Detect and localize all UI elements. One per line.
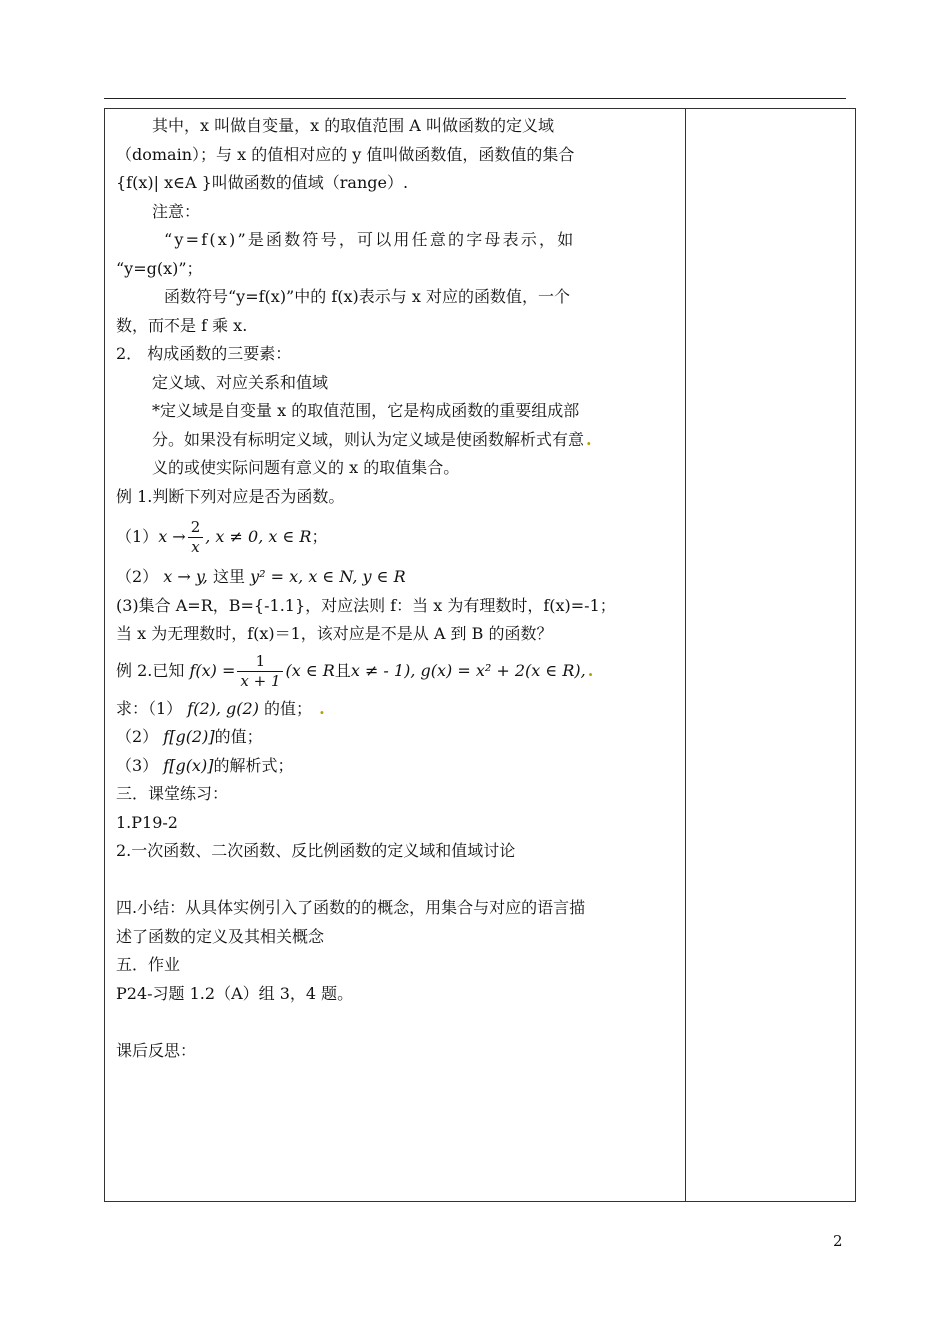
math-expression: x → [158,526,186,546]
summary-line: 四.小结：从具体实例引入了函数的的概念，用集合与对应的语言描 [116,898,586,917]
text-line: *定义域是自变量 x 的取值范围，它是构成函数的重要组成部 [152,401,580,420]
math-expression: f(2), g(2) [187,698,259,718]
example1-part3: (3)集合 A=R，B={-1.1}，对应法则 f：当 x 为有理数时，f(x)=-1； [116,595,616,615]
section-heading: 五．作业 [116,955,181,974]
text-line: 1.P19-2 [116,812,178,832]
text-line: 当 x 为无理数时，f(x)＝1，该对应是不是从 A 到 B 的函数？ [116,624,553,643]
page-number: 2 [833,1232,843,1250]
math-expression: f[g(2)] [163,727,215,746]
section-heading: 三．课堂练习： [116,784,229,803]
math-expression: (x ∈ R [285,661,335,681]
text-line: 分。如果没有标明定义域，则认为定义域是使函数解析式有意 . [152,429,592,449]
text-line: 定义域、对应关系和值域 [152,372,329,392]
text-line: 数，而不是 f 乘 x. [116,315,248,335]
math-expression: x ≠ - 1), g(x) = x² + 2(x ∈ R), [350,661,586,681]
text-line: 其中，x 叫做自变量，x 的取值范围 A 叫做函数的定义域 [152,116,554,135]
math-expression: y² = x, x ∈ N, y ∈ R [250,567,406,586]
text-line: “y=f(x)”是函数符号，可以用任意的字母表示，如 [164,230,576,249]
example2-definition: 例 2.已知 f(x) = $\frac{1}{x + 1}$ (x ∈ R 且 x ≠ - 1), g(x) = x² + 2(x ∈ R), . [116,652,594,690]
note-heading: 注意： [152,201,201,221]
homework-line: P24-习题 1.2（A）组 3，4 题。 [116,983,354,1003]
header-rule [104,98,846,99]
fraction: $\frac{1}{x + 1}$ [237,652,283,691]
math-expression: , x ≠ 0, x ∈ R [205,526,312,546]
text-line: “y=g(x)”； [116,258,203,278]
example2-question2: （2） f[g(2)]的值； [116,727,263,746]
lesson-content [116,112,676,1065]
mark-dot: . [587,661,594,681]
text-line: （domain）；与 x 的值相对应的 y 值叫做函数值，函数值的集合 [116,144,575,164]
text-line: 2.一次函数、二次函数、反比例函数的定义域和值域讨论 [116,841,516,860]
text-line: 义的或使实际问题有意义的 x 的取值集合。 [152,458,460,477]
text-line: {f(x)| x∈A }叫做函数的值域（range）. [116,173,409,192]
mark-dot: . [586,429,592,449]
text-line: 述了函数的定义及其相关概念 [116,926,325,946]
fraction: $\frac{2}{x}$ [188,518,204,557]
text-line: 函数符号“y=f(x)”中的 f(x)表示与 x 对应的函数值，一个 [164,287,570,306]
math-expression: f(x) = [189,661,236,681]
example2-question3: （3） f[g(x)]的解析式； [116,755,294,775]
example2-question1: 求：（1） f(2), g(2) 的值； . [116,698,325,718]
example1-part1: （1） x → $\frac{2}{x}$ , x ≠ 0, x ∈ R ； [116,517,328,556]
reflection-heading: 课后反思： [116,1040,197,1060]
example-heading: 例 1.判断下列对应是否为函数。 [116,486,345,506]
math-expression: x → y, [163,567,208,586]
section-heading: 2． 构成函数的三要素： [116,344,292,363]
math-expression: f[g(x)] [163,755,214,775]
mark-dot: . [319,698,325,718]
example1-part2: （2） x → y, 这里 y² = x, x ∈ N, y ∈ R [116,567,406,586]
column-divider [685,108,686,1202]
